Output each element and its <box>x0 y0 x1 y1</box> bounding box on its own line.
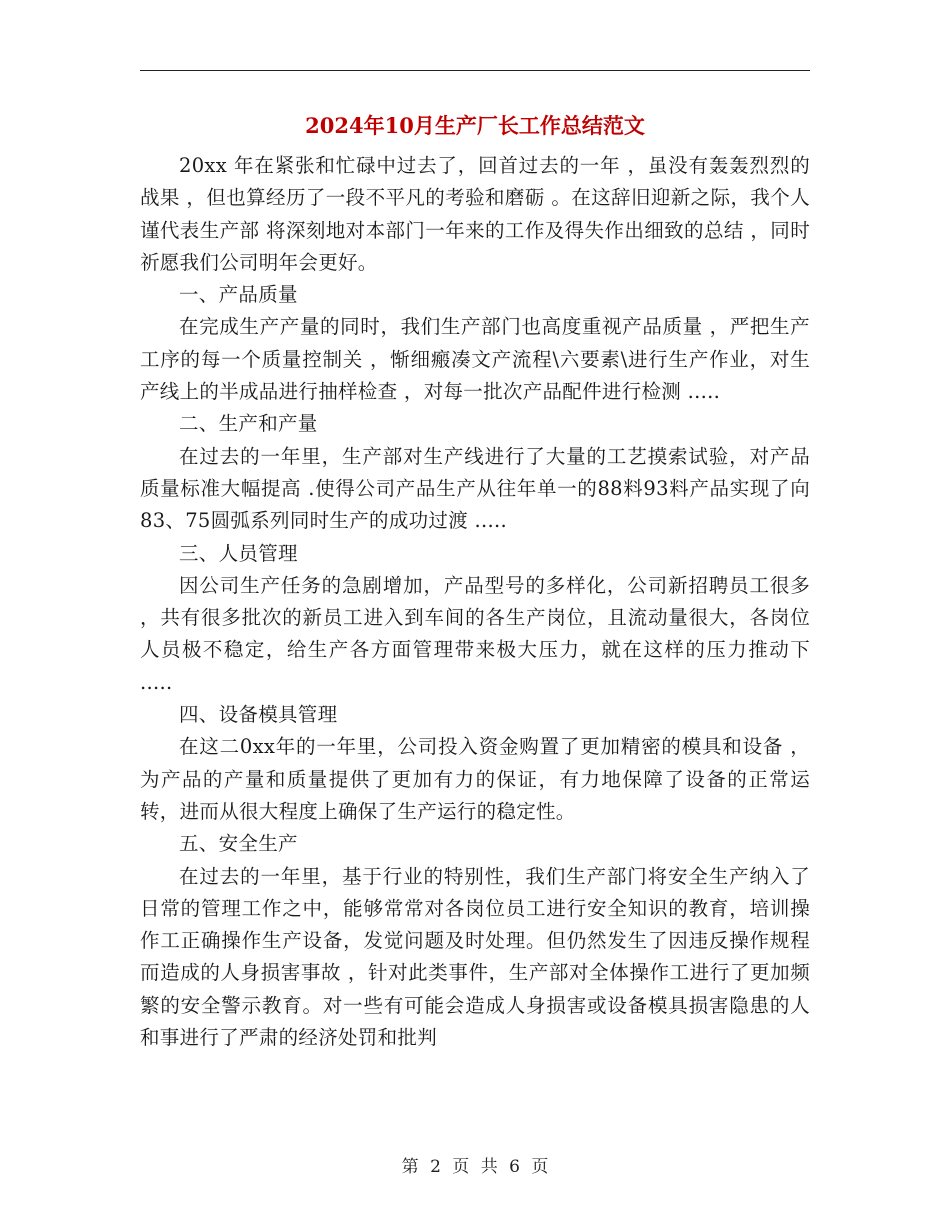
section-heading-equipment: 四、设备模具管理 <box>179 703 338 727</box>
document-body <box>140 150 810 1054</box>
paragraph-personnel: 因公司生产任务的急剧增加，产品型号的多样化，公司新招聘员工很多 ，共有很多批次的新员工进入到车间的各生产岗位，且流动量很大，各岗位人员极不稳定，给生产各方面管理带来极大压力，就在这样的压力推动下 ..... <box>140 573 810 694</box>
paragraph-production: 在过去的一年里，生产部对生产线进行了大量的工艺摸索试验，对产品质量标准大幅提高 .使得公司产品生产从往年单一的88料93料产品实现了向83、75圆弧系列同时生产的成功过渡 ..... <box>140 444 810 533</box>
paragraph-quality: 在完成生产产量的同时，我们生产部门也高度重视产品质量 ，严把生产工序的每一个质量控制关 ，惭细瘢凑文产流程\六要素\进行生产作业，对生产线上的半成品进行抽样检查 ，对每一批次产品配件进行检测 ..... <box>140 315 810 404</box>
paragraph-intro: 20xx 年在紧张和忙碌中过去了，回首过去的一年 ，虽没有轰轰烈烈的战果 ，但也算经历了一段不平凡的考验和磨砺 。在这辞旧迎新之际，我个人谨代表生产部 将深刻地对本部门一年来的工作及得失作出细致的总结 ，同时祈愿我们公司明年会更好。 <box>140 154 810 274</box>
paragraph-equipment: 在这二0xx年的一年里，公司投入资金购置了更加精密的模具和设备 ，为产品的产量和质量提供了更加有力的保证，有力地保障了设备的正常运转，进而从很大程度上确保了生产运行的稳定性。 <box>140 735 810 823</box>
header-rule <box>140 70 810 71</box>
section-heading-personnel: 三、人员管理 <box>179 541 298 565</box>
section-heading-production: 二、生产和产量 <box>179 412 318 436</box>
document-title: 2024年10月生产厂长工作总结范文 <box>305 113 645 138</box>
paragraph-safety: 在过去的一年里，基于行业的特别性，我们生产部门将安全生产纳入了日常的管理工作之中，能够常常对各岗位员工进行安全知识的教育，培训操作工正确操作生产设备，发觉问题及时处理。但仍然发生了因违反操作规程而造成的人身损害事故 ，针对此类事件，生产部对全体操作工进行了更加频繁的安全警示教育。对一些有可能会造成人身损害或设备模具损害隐患的人和事进行了严肃的经济处罚和批判 <box>140 864 810 1050</box>
section-heading-safety: 五、安全生产 <box>179 832 298 856</box>
section-heading-quality: 一、产品质量 <box>179 283 298 307</box>
page-number: 第 2 页 共 6 页 <box>401 1157 549 1177</box>
